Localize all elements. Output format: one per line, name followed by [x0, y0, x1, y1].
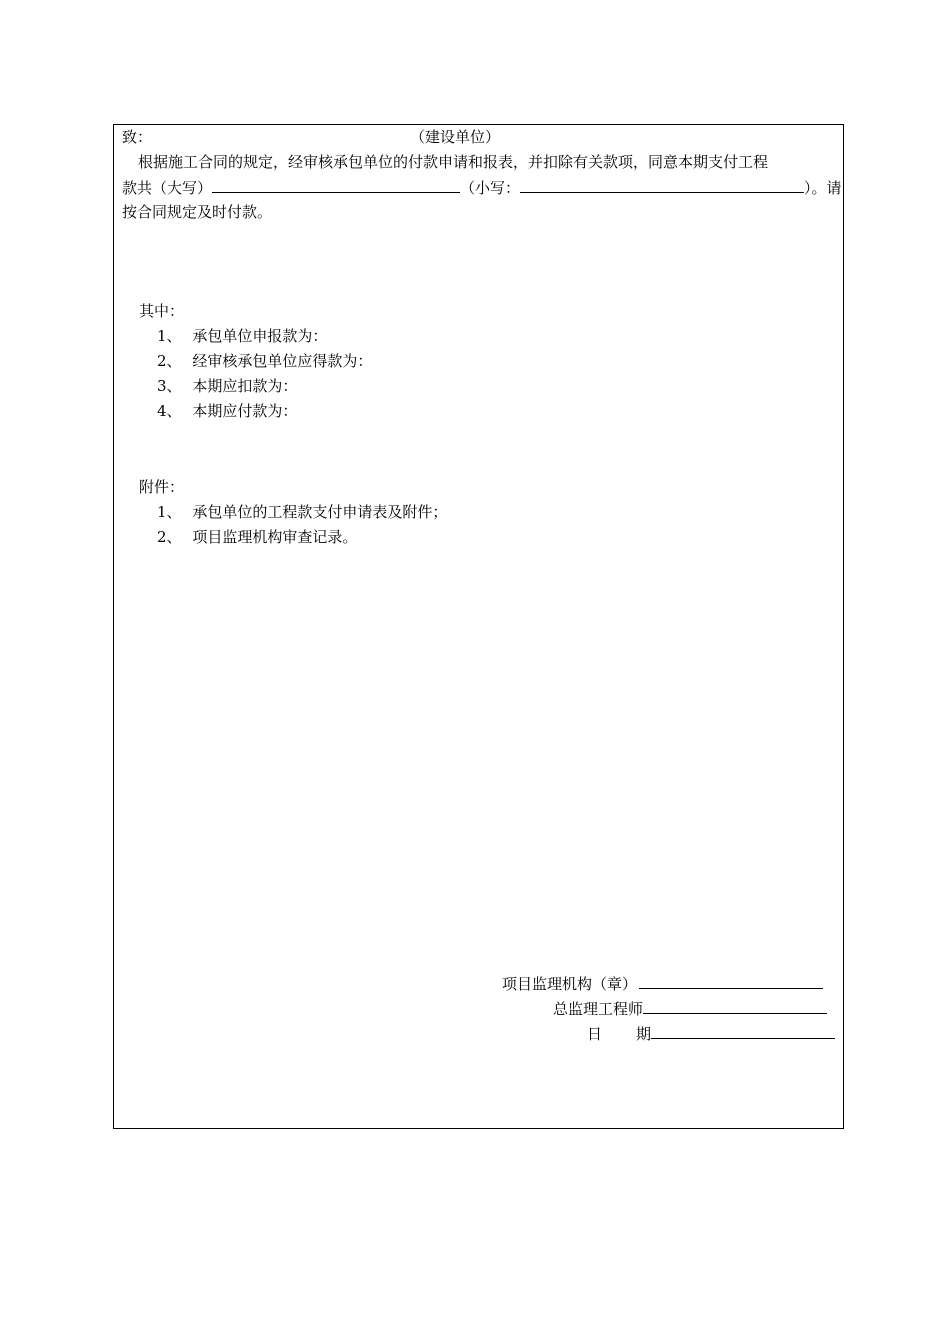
chief-engineer-row [553, 998, 827, 1019]
paragraph-line2 [122, 177, 842, 198]
attachment-item [157, 502, 447, 522]
breakdown-item [157, 401, 297, 421]
attachment-item-text: 承包单位的工程款支付申请表及附件； [192, 503, 448, 521]
attachment-item-num: 1、 [157, 503, 182, 521]
breakdown-item-num: 1、 [157, 327, 182, 345]
date-field[interactable] [651, 1023, 835, 1039]
org-seal-row [502, 973, 823, 994]
date-label-1: 日 [587, 1025, 603, 1043]
breakdown-item-num: 3、 [157, 377, 182, 395]
attachment-item-text: 项目监理机构审查记录。 [192, 528, 358, 546]
breakdown-item [157, 351, 372, 371]
to-label: 致： [122, 128, 153, 146]
paragraph-line3: 按合同规定及时付款。 [122, 203, 273, 221]
paragraph-line2-end: ）。请 [804, 179, 842, 197]
chief-engineer-field[interactable] [643, 998, 827, 1014]
breakdown-title: 其中： [139, 302, 185, 320]
amount-words-label: 款共（大写） [122, 179, 213, 197]
breakdown-item-text: 本期应扣款为： [192, 377, 298, 395]
paragraph-line1: 根据施工合同的规定，经审核承包单位的付款申请和报表，并扣除有关款项，同意本期支付工程 [138, 153, 769, 171]
amount-words-field[interactable] [212, 177, 460, 193]
breakdown-item-text: 本期应付款为： [192, 402, 298, 420]
breakdown-item-num: 4、 [157, 402, 182, 420]
breakdown-item-text: 承包单位申报款为： [192, 327, 328, 345]
recipient-label: （建设单位） [410, 128, 501, 146]
date-row [587, 1023, 835, 1044]
breakdown-item [157, 376, 297, 396]
attachment-item-num: 2、 [157, 528, 182, 546]
amount-figures-label: （小写： [460, 179, 521, 197]
amount-figures-field[interactable] [520, 177, 804, 193]
date-label-2: 期 [636, 1025, 652, 1043]
attachment-item [157, 527, 357, 547]
attachments-title: 附件： [139, 478, 185, 496]
breakdown-item-text: 经审核承包单位应得款为： [192, 352, 373, 370]
org-seal-field[interactable] [639, 973, 823, 989]
breakdown-item-num: 2、 [157, 352, 182, 370]
org-seal-label: 项目监理机构（章） [502, 975, 638, 993]
chief-engineer-label: 总监理工程师 [553, 1000, 644, 1018]
breakdown-item [157, 326, 327, 346]
